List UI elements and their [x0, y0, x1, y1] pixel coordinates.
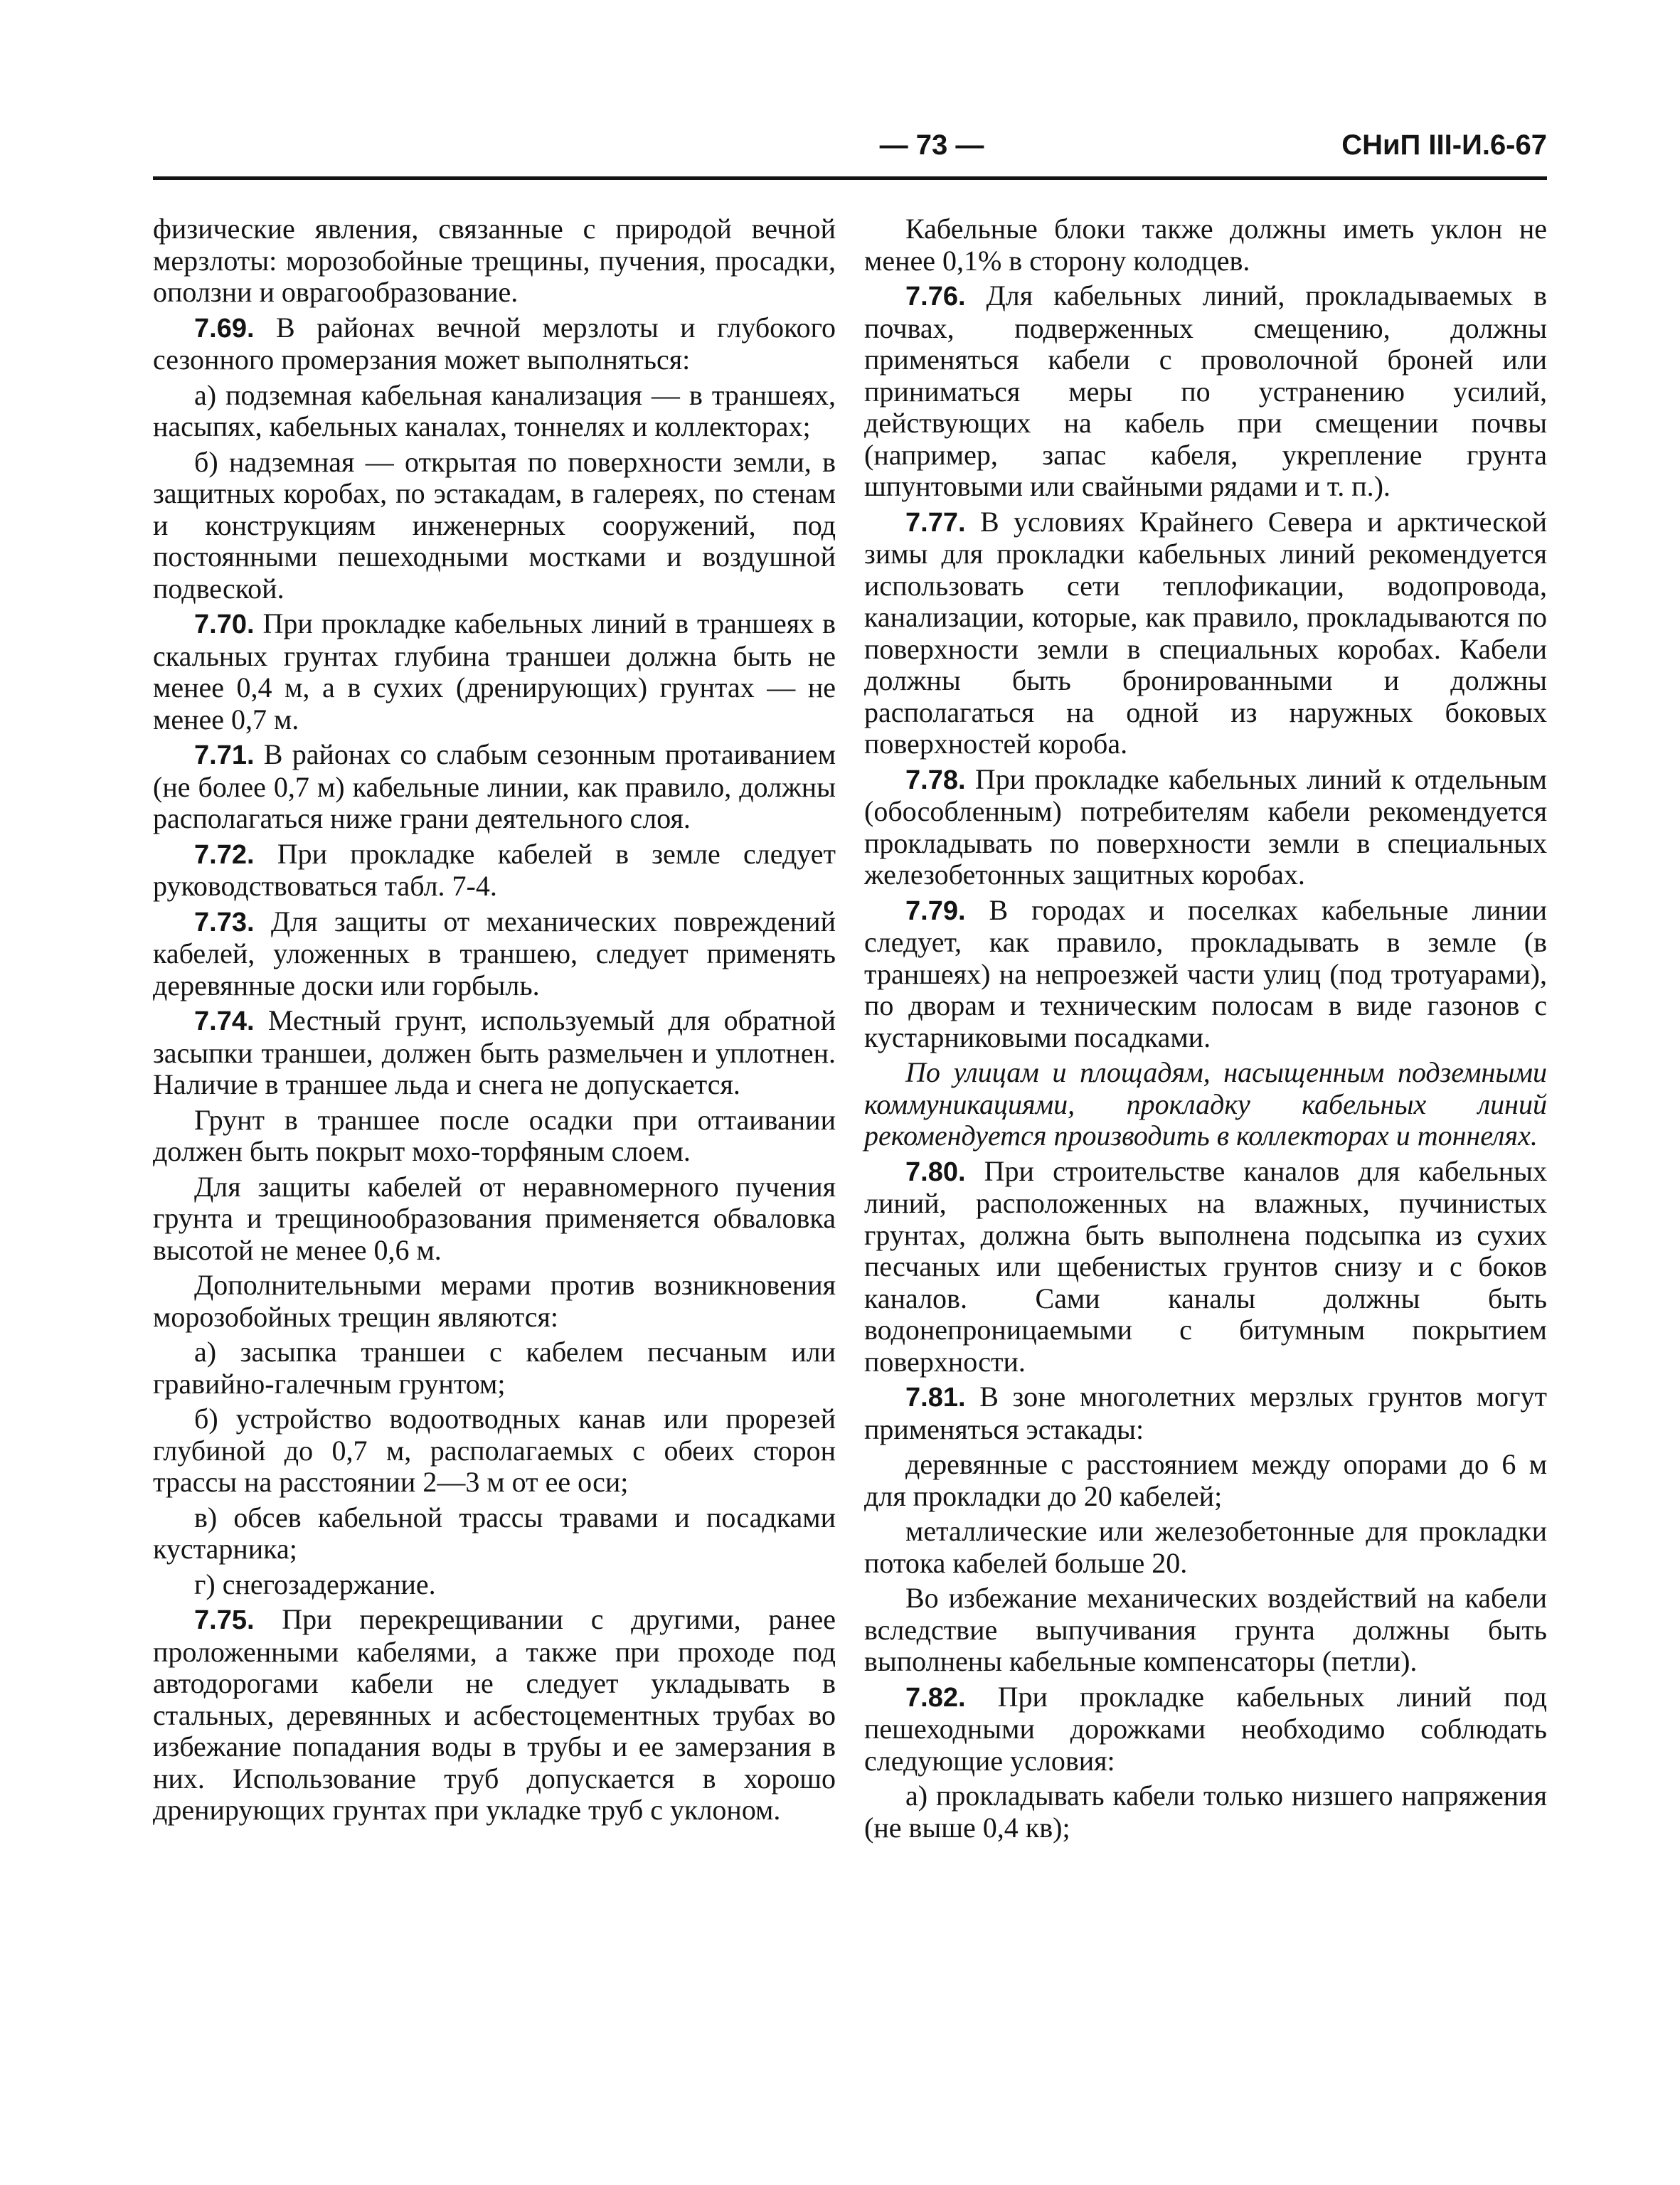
left-column	[153, 213, 836, 1830]
clause-number: 7.74.	[194, 1006, 255, 1036]
list-item: а) прокладывать кабели только низшего напряжения (не выше 0,4 кв);	[864, 1780, 1547, 1844]
clause-number: 7.70.	[194, 610, 255, 639]
clause-number: 7.73.	[194, 907, 255, 937]
list-item: б) устройство водоотводных канав или прорезей глубиной до 0,7 м, располагаемых с обеих сторон трассы на расстоянии 2—3 м от ее оси;	[153, 1403, 836, 1498]
paragraph: 7.76. Для кабельных линий, прокладываемых в почвах, подверженных смещению, должны применяться кабели с проволочной броней или приниматься меры по устранению усилий, действующих на кабель при смещении почвы (например, запас кабеля, укрепление грунта шпунтовыми или свайными рядами и т. п.).	[864, 280, 1547, 502]
clause-number: 7.80.	[905, 1157, 966, 1187]
page-number: — 73 —	[879, 129, 984, 161]
right-column	[864, 213, 1547, 1847]
paragraph: По улицам и площадям, насыщенным подземными коммуникациями, прокладку кабельных линий рекомендуется производить в коллекторах и тоннелях.	[864, 1056, 1547, 1152]
paragraph: 7.71. В районах со слабым сезонным протаиванием (не более 0,7 м) кабельные линии, как правило, должны располагаться ниже грани деятельного слоя.	[153, 738, 836, 834]
paragraph: 7.69. В районах вечной мерзлоты и глубокого сезонного промерзания может выполняться:	[153, 311, 836, 376]
paragraph: Дополнительными мерами против возникновения морозобойных трещин являются:	[153, 1269, 836, 1333]
clause-number: 7.69.	[194, 313, 255, 344]
clause-number: 7.79.	[905, 895, 966, 926]
list-item: а) засыпка траншеи с кабелем песчаным или гравийно-галечным грунтом;	[153, 1336, 836, 1400]
paragraph: 7.81. В зоне многолетних мерзлых грунтов могут применяться эстакады:	[864, 1381, 1547, 1445]
paragraph: 7.78. При прокладке кабельных линий к отдельным (обособленным) потребителям кабели рекомендуется прокладывать по поверхности земли в специальных железобетонных защитных коробах.	[864, 762, 1547, 891]
clause-number: 7.75.	[194, 1605, 255, 1635]
clause-number: 7.82.	[905, 1682, 966, 1713]
paragraph: Во избежание механических воздействий на кабели вследствие выпучивания грунта должны быть выполнены кабельные компенсаторы (петли).	[864, 1582, 1547, 1677]
list-item: г) снегозадержание.	[194, 1568, 436, 1600]
list-item: в) обсев кабельной трассы травами и посадками кустарника;	[153, 1501, 836, 1565]
paragraph: 7.74. Местный грунт, используемый для обратной засыпки траншеи, должен быть размельчен и уплотнен. Наличие в траншее льда и снега не допускается.	[153, 1004, 836, 1100]
page-header	[153, 127, 1547, 169]
paragraph: Кабельные блоки также должны иметь уклон не менее 0,1% в сторону колодцев.	[864, 213, 1547, 277]
list-item: деревянные с расстоянием между опорами до 6 м для прокладки до 20 кабелей;	[864, 1448, 1547, 1512]
list-item: б) надземная — открытая по поверхности земли, в защитных коробах, по эстакадам, в галереях, по стенам и конструкциям инженерных сооружений, под постоянными пешеходными мостками и воздушной подвеской.	[153, 445, 836, 605]
clause-number: 7.77.	[905, 507, 966, 538]
clause-number: 7.76.	[905, 282, 966, 312]
paragraph: 7.82. При прокладке кабельных линий под пешеходными дорожками необходимо соблюдать следующие условия:	[864, 1680, 1547, 1777]
clause-number: 7.71.	[194, 740, 255, 770]
paragraph: 7.80. При строительстве каналов для кабельных линий, расположенных на влажных, пучинистых грунтах, должна быть выполнена подсыпка из сухих песчаных или щебенистых грунтов снизу и с боков каналов. Сами каналы должны быть водонепроницаемыми с битумным покрытием поверхности.	[864, 1154, 1547, 1378]
paragraph: 7.79. В городах и поселках кабельные линии следует, как правило, прокладывать в земле (в траншеях) на непроезжей части улиц (под тротуарами), по дворам и техническим полосам в виде газонов с кустарниковыми посадками.	[864, 893, 1547, 1053]
paragraph: Грунт в траншее после осадки при оттаивании должен быть покрыт мохо-торфяным слоем.	[153, 1103, 836, 1167]
paragraph: 7.70. При прокладке кабельных линий в траншеях в скальных грунтах глубина траншеи должна быть не менее 0,4 м, а в сухих (дренирующих) грунтах — не менее 0,7 м.	[153, 607, 836, 735]
list-item: металлические или железобетонные для прокладки потока кабелей больше 20.	[864, 1515, 1547, 1579]
clause-number: 7.81.	[905, 1383, 966, 1413]
document-code: СНиП III-И.6-67	[1341, 129, 1547, 161]
paragraph: 7.72. При прокладке кабелей в земле следует руководствоваться табл. 7-4.	[153, 837, 836, 902]
paragraph: Для защиты кабелей от неравномерного пучения грунта и трещинообразования применяется обваловка высотой не менее 0,6 м.	[153, 1170, 836, 1266]
list-item: а) подземная кабельная канализация — в траншеях, насыпях, кабельных каналах, тоннелях и коллекторах;	[153, 378, 836, 442]
paragraph: 7.77. В условиях Крайнего Севера и арктической зимы для прокладки кабельных линий рекомендуется использовать сети теплофикации, водопровода, канализации, которые, как правило, прокладываются по поверхности земли в специальных коробах. Кабели должны быть бронированными и должны располагаться на одной из наружных боковых поверхностей короба.	[864, 505, 1547, 760]
paragraph: физические явления, связанные с природой вечной мерзлоты: морозобойные трещины, пучения, просадки, оползни и оврагообразование.	[153, 213, 836, 308]
header-rule	[153, 176, 1547, 180]
paragraph: 7.75. При перекрещивании с другими, ранее проложенными кабелями, а также при проходе под автодорогами кабели не следует укладывать в стальных, деревянных и асбестоцементных трубах во избежание попадания воды в трубы и ее замерзания в них. Использование труб допускается в хорошо дренирующих грунтах при укладке труб с уклоном.	[153, 1603, 836, 1826]
clause-number: 7.78.	[905, 765, 966, 795]
paragraph: 7.73. Для защиты от механических повреждений кабелей, уложенных в траншею, следует применять деревянные доски или горбыль.	[153, 905, 836, 1001]
clause-number: 7.72.	[194, 839, 255, 870]
